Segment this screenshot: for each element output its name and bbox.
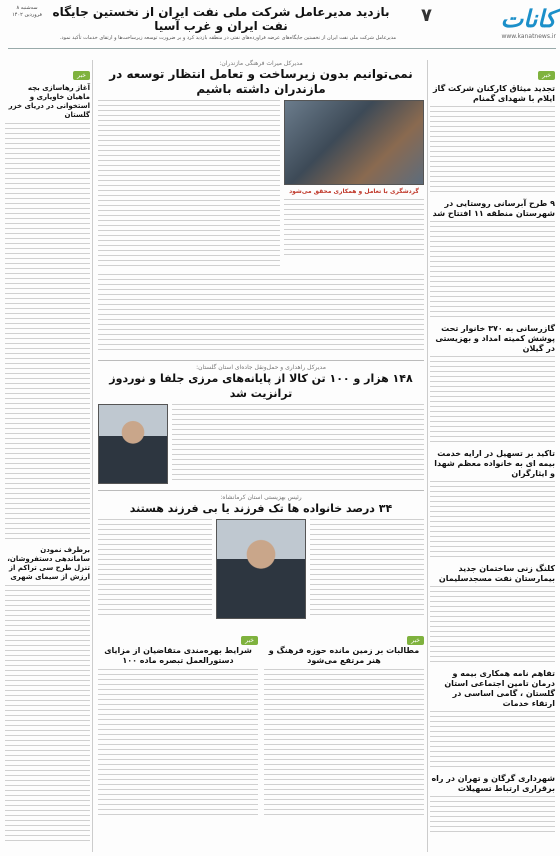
date-line: سه‌شنبه ۸ فروردین ۱۴۰۲ (12, 5, 42, 18)
top-story (46, 5, 396, 42)
third-story (98, 490, 424, 619)
right-head-1: تجدید میثاق کارکنان شرکت گاز ایلام با شهدای گمنام (432, 84, 555, 103)
main-content (98, 60, 424, 852)
main-story-kicker: مدیرکل میراث فرهنگی مازندران: (219, 60, 303, 67)
main-story-photo (284, 100, 424, 185)
right-column-tag: خبر (538, 71, 555, 80)
body-text-block (98, 274, 424, 354)
body-text-block (430, 356, 555, 446)
bottom-mid-headline: مطالبات بر زمین مانده حوزه فرهنگ و هنر مرتفع می‌شود (268, 646, 420, 665)
left-title-1: آغاز رهاسازی بچه ماهیان خاویاری و استخوانی در دریای خزر گلستان (8, 84, 90, 119)
right-head-4: تاکید بر تسهیل در ارایه خدمت بیمه ای به خانواده معظم شهدا و ایثارگران (434, 449, 555, 478)
body-text-block (430, 106, 555, 196)
right-head-7: شهرداری گرگان و تهران در راه برقراری ارتباط تسهیلات (431, 774, 555, 793)
body-text-block (430, 796, 555, 836)
body-text-block (310, 519, 424, 619)
second-story-kicker: مدیرکل راهداری و حمل‌ونقل جاده‌ای استان گلستان: (196, 364, 326, 371)
third-story-body (98, 519, 424, 619)
body-text-block (284, 199, 424, 259)
bottom-mid-story (264, 627, 424, 817)
second-story-headline: ۱۴۸ هزار و ۱۰۰ تن کالا از پایانه‌های مرزی جلفا و نوردوز ترانزیت شد (109, 372, 413, 400)
second-story-photo (98, 404, 168, 484)
third-story-kicker: رئیس بهزیستی استان کرمانشاه: (220, 494, 302, 501)
main-story-body (98, 100, 424, 270)
body-text-block (430, 711, 555, 771)
third-story-headline: ۳۴ درصد خانواده ها تک فرزند یا بی فرزند هستند (129, 502, 393, 515)
right-head-3: گازرسانی به ۳۷۰ خانوار تحت پوشش کمیته امداد و بهزیستی در گیلان (435, 324, 555, 353)
bottom-stories (98, 627, 424, 817)
second-story (98, 360, 424, 484)
right-head-2: ۹ طرح آبرسانی روستایی در شهرستان منطقه ۱۱ افتتاح شد (432, 199, 555, 218)
right-column (427, 60, 557, 852)
newspaper-logo: کانات (500, 5, 556, 33)
pull-quote: گردشگری با تعامل و همکاری محقق می‌شود (289, 188, 419, 195)
body-text-block (430, 586, 555, 666)
top-story-text: مدیرعامل شرکت ملی نفت ایران از نخستین جایگاه‌های عرضه فراورده‌های نفتی در منطقه بازدید کرد و بر ضرورت توسعه زیرساخت‌ها و ارتقای خدمات تأکید نمود. (59, 35, 396, 41)
bottom-left-story (98, 627, 258, 817)
masthead (8, 3, 556, 49)
third-story-photo (216, 519, 306, 619)
right-head-5: کلنگ زنی ساختمان جدید بیمارستان نفت مسجدسلیمان (438, 564, 555, 583)
body-text-block (98, 100, 280, 270)
logo-subtitle: www.kanatnews.ir (501, 33, 556, 40)
body-text-block (5, 585, 90, 845)
second-story-body (98, 404, 424, 484)
left-column-tag: خبر (73, 71, 90, 80)
body-text-block (430, 481, 555, 561)
left-column (3, 60, 93, 852)
bottom-left-headline: شرایط بهره‌مندی متقاضیان از مزایای دستورالعمل تبصره ماده ۱۰۰ (104, 646, 252, 665)
body-text-block (5, 123, 90, 543)
bottom-left-tag: خبر (241, 636, 258, 645)
right-head-6: تفاهم نامه همکاری بیمه و درمان تامین اجتماعی استان گلستان ، گامی اساسی در ارتقاء خدمات (444, 669, 555, 708)
main-story-left (284, 100, 424, 270)
body-text-block (98, 669, 258, 819)
bottom-mid-tag: خبر (407, 636, 424, 645)
top-story-title: بازدید مدیرعامل شرکت ملی نفت ایران از نخستین جایگاه نفت ایران و غرب آسیا (52, 5, 390, 33)
left-title-2: برطرف نمودن ساماندهی دستفروشان، تنزل طرح سی تراکم از ارزش از سیمای شهری (7, 546, 90, 581)
body-text-block (264, 669, 424, 819)
page-number: ۷ (421, 5, 432, 26)
body-text-block (172, 404, 424, 484)
main-story-headline: نمی‌توانیم بدون زیرساخت و تعامل انتظار توسعه در مازندران داشته باشیم (109, 67, 413, 96)
body-text-block (430, 221, 555, 321)
body-text-block (98, 519, 212, 619)
